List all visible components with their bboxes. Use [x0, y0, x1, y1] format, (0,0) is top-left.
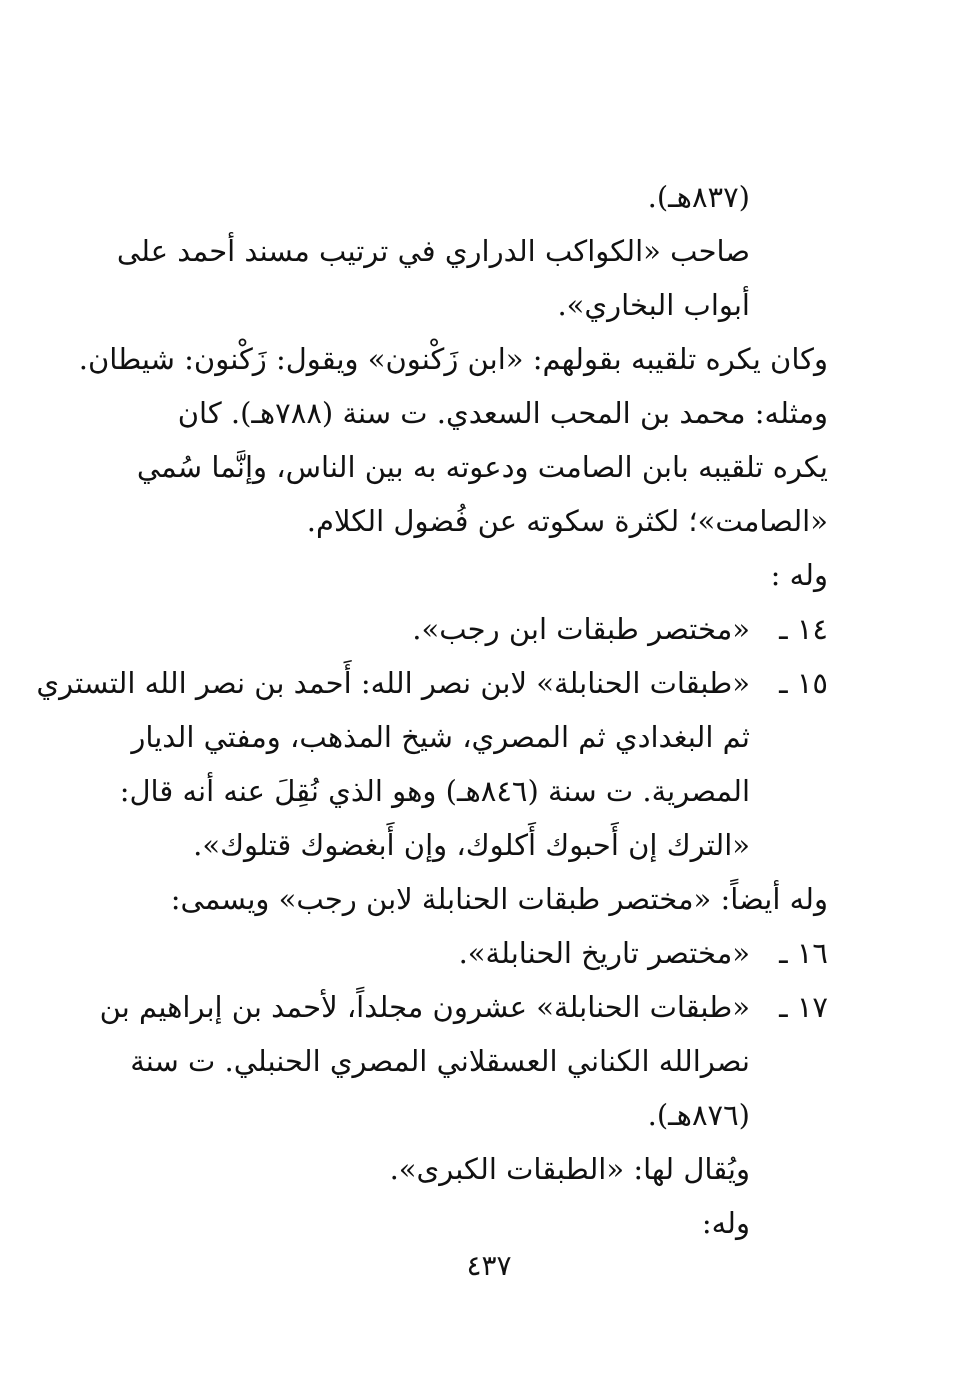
text-line: وله أيضاً: «مختصر طبقات الحنابلة لابن رجب» ويسمى: [170, 882, 828, 916]
page-number: ٤٣٧ [466, 1249, 512, 1282]
text-line: نصرالله الكناني العسقلاني المصري الحنبلي. ت سنة [130, 1044, 750, 1078]
entry-text: «مختصر طبقات ابن رجب». [412, 612, 750, 646]
entry-number: ١٦ ـ [779, 936, 828, 970]
text-line: صاحب «الكواكب الدراري في ترتيب مسند أحمد على [116, 234, 750, 268]
text-line: ومثله: محمد بن المحب السعدي. ت سنة (٧٨٨هـ). كان [177, 396, 828, 430]
text-line: «الصامت»؛ لكثرة سكوته عن فُضول الكلام. [306, 504, 828, 538]
entry-text: «طبقات الحنابلة» لابن نصر الله: أَحمد بن نصر الله التستري [36, 666, 750, 700]
numbered-entry [138, 926, 828, 980]
text-line: وله: [701, 1206, 750, 1240]
numbered-entry [99, 980, 828, 1034]
text-line: أبواب البخاري». [557, 288, 750, 322]
text-line: وكان يكره تلقيبه بقولهم: «ابن زَكْنون» ويقول: زَكْنون: شيطان. [78, 342, 828, 376]
numbered-entry [138, 602, 828, 656]
text-line: (٨٧٦هـ). [647, 1098, 750, 1132]
entry-text: «مختصر تاريخ الحنابلة». [458, 936, 750, 970]
entry-number: ١٤ ـ [779, 612, 828, 646]
entry-text: «طبقات الحنابلة» عشرون مجلداً، لأحمد بن إبراهيم بن [99, 990, 750, 1024]
text-line: المصرية. ت سنة (٨٤٦هـ) وهو الذي نُقِلَ عنه أنه قال: [119, 774, 750, 808]
entry-number: ١٧ ـ [779, 990, 828, 1024]
text-line: «الترك إن أَحبوك أَكلوك، وإن أَبغضوك قتلوك». [193, 828, 750, 862]
text-line: وله : [770, 558, 828, 592]
body-text [36, 170, 828, 1250]
numbered-entry [36, 656, 828, 710]
text-line: يكره تلقيبه بابن الصامت ودعوته به بين الناس، وإنَّما سُمي [136, 450, 828, 484]
text-line: ثم البغدادي ثم المصري، شيخ المذهب، ومفتي الديار [131, 720, 750, 754]
text-line: (٨٣٧هـ). [647, 180, 750, 214]
entry-number: ١٥ ـ [779, 666, 828, 700]
text-line: ويُقال لها: «الطبقات الكبرى». [389, 1152, 750, 1186]
